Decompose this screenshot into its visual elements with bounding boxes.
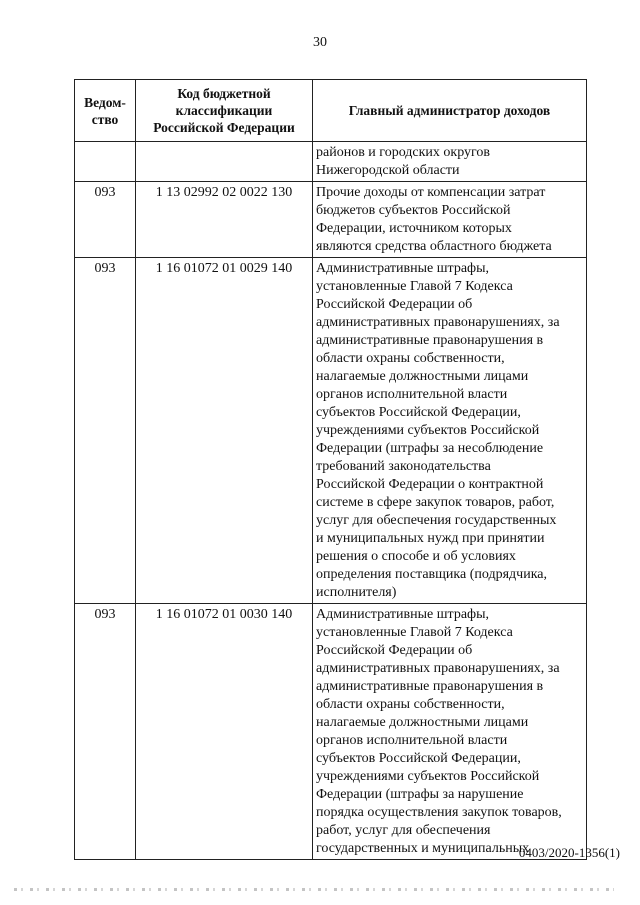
cell-dept: 093	[75, 182, 136, 258]
header-code: Код бюджетной классификации Российской Федерации	[136, 80, 313, 142]
cell-code: 1 16 01072 01 0029 140	[136, 258, 313, 604]
header-dept: Ведом- ство	[75, 80, 136, 142]
cell-code: 1 13 02992 02 0022 130	[136, 182, 313, 258]
table-row	[75, 182, 587, 258]
document-registration-code: 0403/2020-1356(1)	[518, 845, 620, 860]
cell-dept: 093	[75, 604, 136, 860]
cell-dept: 093	[75, 258, 136, 604]
cell-desc: Административные штрафы, установленные Главой 7 Кодекса Российской Федерации об административных правонарушениях, за административные правонарушения в области охраны собственности, налагаемые должностными лицами органов исполнительной власти субъектов Российской Федерации, учреждениями субъектов Российской Федерации (штрафы за нарушение порядка осуществления закупок товаров, работ, услуг для обеспечения государственных и муниципальных	[313, 604, 587, 860]
cell-code: 1 16 01072 01 0030 140	[136, 604, 313, 860]
table-row	[75, 142, 587, 182]
table-row	[75, 604, 587, 860]
scan-artifact-line	[14, 888, 614, 891]
cell-code	[136, 142, 313, 182]
revenue-admin-table	[74, 79, 587, 860]
header-admin: Главный администратор доходов	[313, 80, 587, 142]
table-header-row	[75, 80, 587, 142]
page-number: 30	[313, 35, 327, 50]
table-row	[75, 258, 587, 604]
cell-desc: районов и городских округов Нижегородской области	[313, 142, 587, 182]
cell-dept	[75, 142, 136, 182]
revenue-admin-table-container	[74, 79, 586, 860]
cell-desc: Прочие доходы от компенсации затрат бюджетов субъектов Российской Федерации, источником которых являются средства областного бюджета	[313, 182, 587, 258]
cell-desc: Административные штрафы, установленные Главой 7 Кодекса Российской Федерации об административных правонарушениях, за административные правонарушения в области охраны собственности, налагаемые должностными лицами органов исполнительной власти субъектов Российской Федерации, учреждениями субъектов Российской Федерации (штрафы за несоблюдение требований законодательства Российской Федерации о контрактной системе в сфере закупок товаров, работ, услуг для обеспечения государственных и муниципальных нужд при принятии решения о способе и об условиях определения поставщика (подрядчика, исполнителя)	[313, 258, 587, 604]
